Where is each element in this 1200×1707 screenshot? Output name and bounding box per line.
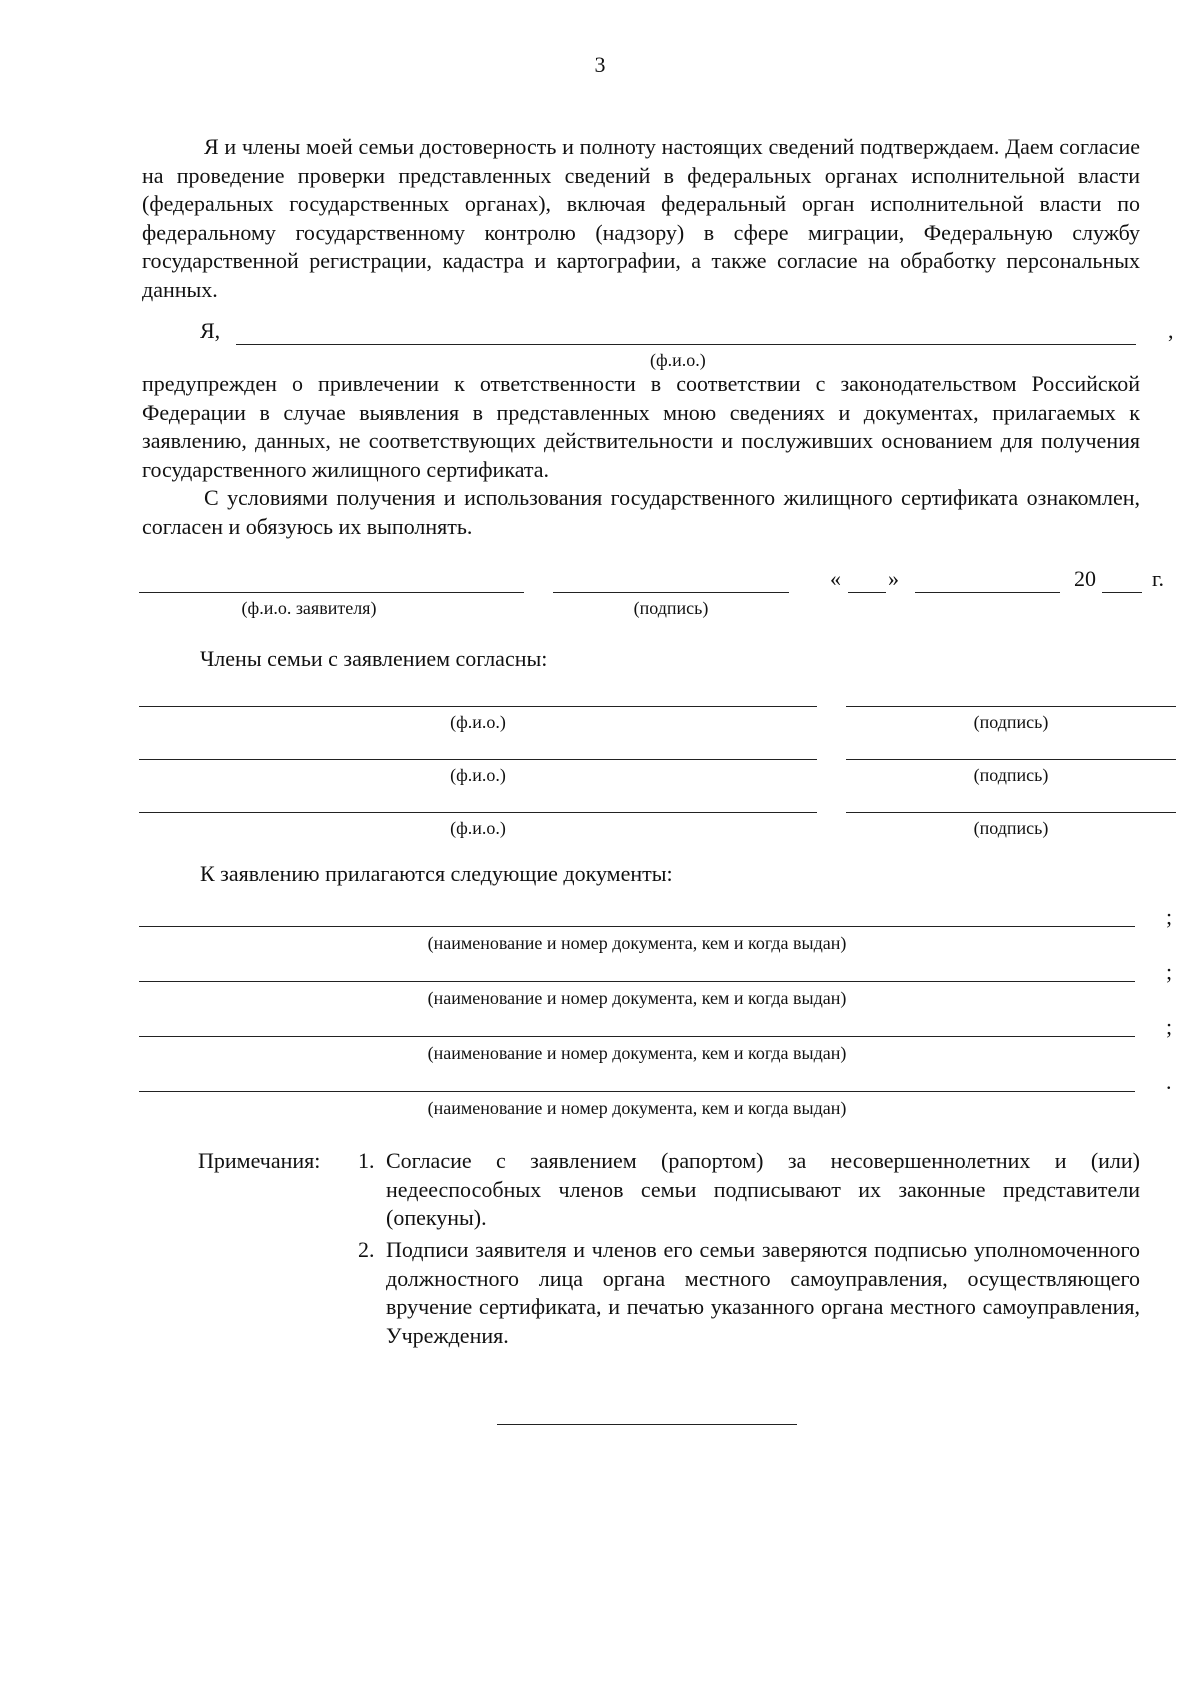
family-signature-caption: (подпись) [973, 818, 1049, 838]
note-text: Подписи заявителя и членов его семьи заверяются подписью уполномоченного должностного лица органа местного самоуправления, осуществляющего вручение сертификата, и печатью указанного органа местного самоуправления, Учреждения. [386, 1237, 1140, 1348]
document-line[interactable] [139, 1036, 1135, 1037]
page-number: 3 [594, 52, 606, 77]
applicant-signature-line[interactable] [553, 592, 789, 593]
note-text: Согласие с заявлением (рапортом) за несовершеннолетних и (или) недееспособных членов семьи подписывают их законные представители (опекуны). [386, 1148, 1140, 1230]
applicant-fio-caption: (ф.и.о. заявителя) [241, 598, 377, 618]
family-heading: Члены семьи с заявлением согласны: [200, 646, 548, 671]
note-item [358, 1236, 1140, 1350]
date-close-quote: » [888, 566, 899, 591]
note-item [358, 1147, 1140, 1233]
document-end-mark: ; [1166, 959, 1173, 984]
family-fio-line[interactable] [139, 759, 817, 760]
document-line[interactable] [139, 1091, 1135, 1092]
fio-line[interactable] [236, 344, 1136, 345]
family-signature-line[interactable] [846, 706, 1176, 707]
family-signature-line[interactable] [846, 812, 1176, 813]
fio-caption: (ф.и.о.) [650, 350, 706, 370]
note-number: 1. [358, 1148, 375, 1173]
document-caption: (наименование и номер документа, кем и когда выдан) [427, 933, 847, 953]
end-separator [497, 1424, 797, 1425]
conditions-paragraph: С условиями получения и использования государственного жилищного сертификата ознакомлен, согласен и обязуюсь их выполнять. [142, 485, 1140, 539]
family-signature-caption: (подпись) [973, 712, 1049, 732]
date-day-line[interactable] [848, 592, 886, 593]
document-end-mark: . [1166, 1069, 1172, 1094]
document-line[interactable] [139, 981, 1135, 982]
year-suffix: г. [1152, 566, 1165, 591]
family-fio-line[interactable] [139, 706, 817, 707]
applicant-signature-caption: (подпись) [633, 598, 709, 618]
document-caption: (наименование и номер документа, кем и когда выдан) [427, 1043, 847, 1063]
document-end-mark: ; [1166, 1014, 1173, 1039]
year-prefix: 20 [1074, 566, 1096, 591]
consent-paragraph: Я и члены моей семьи достоверность и полноту настоящих сведений подтверждаем. Даем согласие на проведение проверки представленных сведений в федеральных органах исполнительной власти (федеральных государственных органах), включая федеральный орган исполнительной власти по федеральному государственному контролю (надзору) в сфере миграции, Федеральную службу государственной регистрации, кадастра и картографии, а также согласие на обработку персональных данных. [142, 134, 1140, 302]
document-caption: (наименование и номер документа, кем и когда выдан) [427, 988, 847, 1008]
notes-label: Примечания: [198, 1148, 321, 1173]
ya-comma: , [1168, 318, 1174, 343]
family-fio-caption: (ф.и.о.) [450, 712, 506, 732]
family-signature-line[interactable] [846, 759, 1176, 760]
family-signature-caption: (подпись) [973, 765, 1049, 785]
family-fio-caption: (ф.и.о.) [450, 818, 506, 838]
date-open-quote: « [830, 566, 841, 591]
document-line[interactable] [139, 926, 1135, 927]
date-year-line[interactable] [1102, 592, 1142, 593]
applicant-fio-line[interactable] [139, 592, 524, 593]
document-caption: (наименование и номер документа, кем и когда выдан) [427, 1098, 847, 1118]
family-fio-caption: (ф.и.о.) [450, 765, 506, 785]
document-end-mark: ; [1166, 904, 1173, 929]
note-number: 2. [358, 1237, 375, 1262]
family-fio-line[interactable] [139, 812, 817, 813]
date-month-line[interactable] [915, 592, 1060, 593]
documents-heading: К заявлению прилагаются следующие документы: [200, 861, 673, 886]
ya-prefix: Я, [200, 318, 221, 343]
responsibility-paragraph: предупрежден о привлечении к ответственности в соответствии с законодательством Российской Федерации в случае выявления в представленных мною сведениях и документах, прилагаемых к заявлению, данных, не соответствующих действительности и послуживших основанием для получения государственного жилищного сертификата. [142, 371, 1140, 482]
